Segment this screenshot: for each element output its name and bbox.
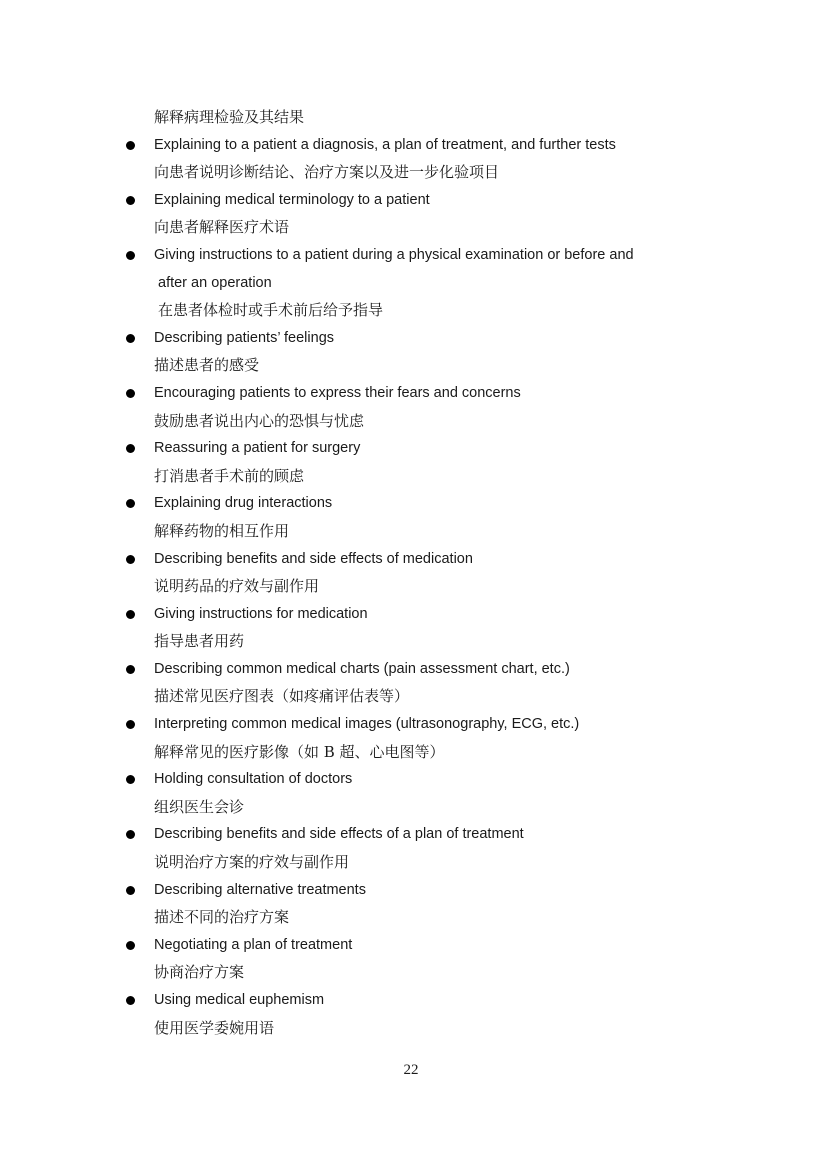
bullet-icon [126, 610, 135, 619]
item-english: Holding consultation of doctors [154, 771, 353, 788]
page-number: 22 [403, 1062, 419, 1078]
item-english-continuation: after an operation [158, 274, 272, 291]
list-item [0, 656, 822, 711]
list-item [0, 132, 822, 187]
item-chinese: 描述常见医疗图表（如疼痛评估表等） [154, 687, 410, 706]
item-chinese: 描述患者的感受 [154, 356, 260, 375]
item-chinese: 使用医学委婉用语 [154, 1018, 275, 1037]
item-chinese: 说明治疗方案的疗效与副作用 [154, 853, 350, 872]
item-english: Describing alternative treatments [154, 881, 366, 898]
page-content [0, 104, 822, 1042]
item-chinese: 向患者解释医疗术语 [154, 218, 290, 237]
bullet-icon [126, 141, 135, 150]
list-item [0, 821, 822, 876]
list-item [0, 187, 822, 242]
bullet-icon [126, 555, 135, 564]
bullet-icon [126, 444, 135, 453]
list-item [0, 766, 822, 821]
item-english: Explaining to a patient a diagnosis, a plan of treatment, and further tests [154, 136, 616, 153]
bullet-icon [126, 665, 135, 674]
item-english: Reassuring a patient for surgery [154, 440, 361, 457]
bullet-icon [126, 996, 135, 1005]
bullet-icon [126, 334, 135, 343]
list-item [0, 932, 822, 987]
list-item [0, 601, 822, 656]
item-english: Giving instructions to a patient during a physical examination or before and [154, 246, 634, 263]
item-english: Describing benefits and side effects of a plan of treatment [154, 826, 524, 843]
list-item [0, 242, 822, 325]
item-english: Encouraging patients to express their fears and concerns [154, 384, 521, 401]
list-item [0, 380, 822, 435]
item-english: Interpreting common medical images (ultrasonography, ECG, etc.) [154, 716, 580, 733]
intro-chinese-line: 解释病理检验及其结果 [154, 108, 305, 126]
bullet-icon [126, 720, 135, 729]
item-english: Describing patients’ feelings [154, 329, 335, 346]
item-chinese: 指导患者用药 [154, 632, 245, 651]
list-item [0, 435, 822, 490]
item-chinese: 解释药物的相互作用 [154, 521, 290, 540]
list-item [0, 546, 822, 601]
list-item [0, 711, 822, 766]
list-item [0, 987, 822, 1042]
item-english: Negotiating a plan of treatment [154, 936, 353, 953]
item-english: Describing common medical charts (pain assessment chart, etc.) [154, 660, 570, 677]
item-chinese: 在患者体检时或手术前后给予指导 [158, 301, 384, 320]
bullet-icon [126, 389, 135, 398]
item-english: Giving instructions for medication [154, 605, 368, 622]
bullet-icon [126, 886, 135, 895]
bullet-icon [126, 251, 135, 260]
list-item [0, 325, 822, 380]
item-chinese: 解释常见的医疗影像（如 B 超、心电图等） [154, 742, 445, 761]
item-english: Using medical euphemism [154, 992, 325, 1008]
bullet-icon [126, 499, 135, 508]
list-item [0, 877, 822, 932]
item-chinese: 向患者说明诊断结论、治疗方案以及进一步化验项目 [154, 163, 500, 182]
item-chinese: 协商治疗方案 [154, 963, 245, 982]
bullet-icon [126, 196, 135, 205]
item-chinese: 组织医生会诊 [154, 797, 245, 816]
bullet-icon [126, 830, 135, 839]
item-chinese: 说明药品的疗效与副作用 [154, 577, 320, 596]
item-english: Explaining medical terminology to a patient [154, 191, 430, 208]
list-item [0, 490, 822, 545]
item-english: Explaining drug interactions [154, 495, 333, 512]
item-chinese: 鼓励患者说出内心的恐惧与忧虑 [154, 411, 365, 430]
item-chinese: 描述不同的治疗方案 [154, 908, 290, 927]
item-english: Describing benefits and side effects of medication [154, 550, 473, 567]
bullet-icon [126, 941, 135, 950]
bullet-icon [126, 775, 135, 784]
item-chinese: 打消患者手术前的顾虑 [154, 466, 305, 485]
